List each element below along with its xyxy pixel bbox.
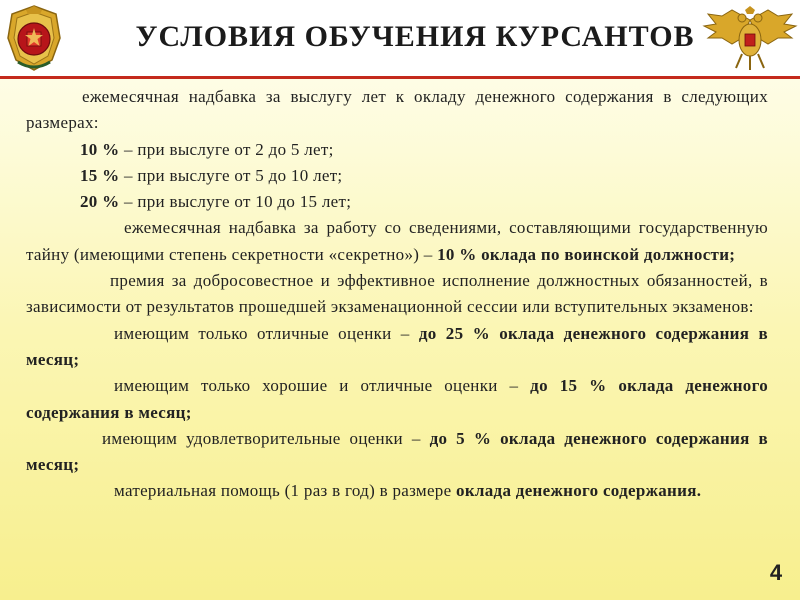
conditions-text	[26, 84, 768, 505]
double-headed-eagle-icon	[702, 6, 798, 72]
excellent-amount: до 25 % оклада денежного содержания в месяц;	[26, 323, 769, 369]
paragraph-satisfactory	[26, 426, 768, 479]
rate-line-3	[26, 189, 768, 215]
military-academy-emblem-icon	[4, 4, 64, 72]
satisfactory-text: имеющим удовлетворительные оценки –	[102, 428, 430, 448]
excellent-text: имеющим только отличные оценки –	[114, 323, 419, 343]
paragraph-excellent	[26, 321, 768, 374]
page-number: 4	[769, 560, 783, 585]
good-text: имеющим только хорошие и отличные оценки –	[114, 376, 531, 396]
rate-text: – при выслуге от 5 до 10 лет;	[119, 165, 343, 185]
header-divider	[0, 76, 800, 79]
paragraph-bonus: премия за добросовестное и эффективное исполнение должностных обязанностей, в зависимости от результатов прошедшей экзаменационной сессии или вступительных экзаменов:	[26, 271, 768, 317]
material-aid-text: материальная помощь (1 раз в год) в размере	[114, 481, 457, 501]
paragraph-good	[26, 373, 768, 426]
state-secret-amount: 10 % оклада по воинской должности;	[437, 244, 736, 264]
rate-text: – при выслуге от 10 до 15 лет;	[119, 192, 352, 212]
material-aid-amount: оклада денежного содержания.	[456, 481, 702, 501]
satisfactory-amount: до 5 % оклада денежного содержания в месяц;	[26, 428, 768, 475]
paragraph-state-secret	[26, 215, 768, 268]
rate-line-1	[26, 137, 768, 163]
rate-line-2	[26, 163, 768, 189]
state-secret-text: ежемесячная надбавка за работу со сведениями, составляющими государственную тайну (имеющими степень секретности «секретно») –	[26, 218, 768, 264]
rate-percent: 20 %	[80, 192, 120, 212]
rate-percent: 10 %	[80, 139, 120, 159]
rate-text: – при выслуге от 2 до 5 лет;	[119, 139, 334, 159]
page-title: УСЛОВИЯ ОБУЧЕНИЯ КУРСАНТОВ	[135, 20, 695, 53]
paragraph-material-aid	[26, 478, 768, 504]
good-amount: до 15 % оклада денежного содержания в месяц;	[26, 376, 768, 422]
paragraph-length-of-service: ежемесячная надбавка за выслугу лет к окладу денежного содержания в следующих размерах:	[26, 87, 768, 133]
rate-percent: 15 %	[80, 165, 120, 185]
